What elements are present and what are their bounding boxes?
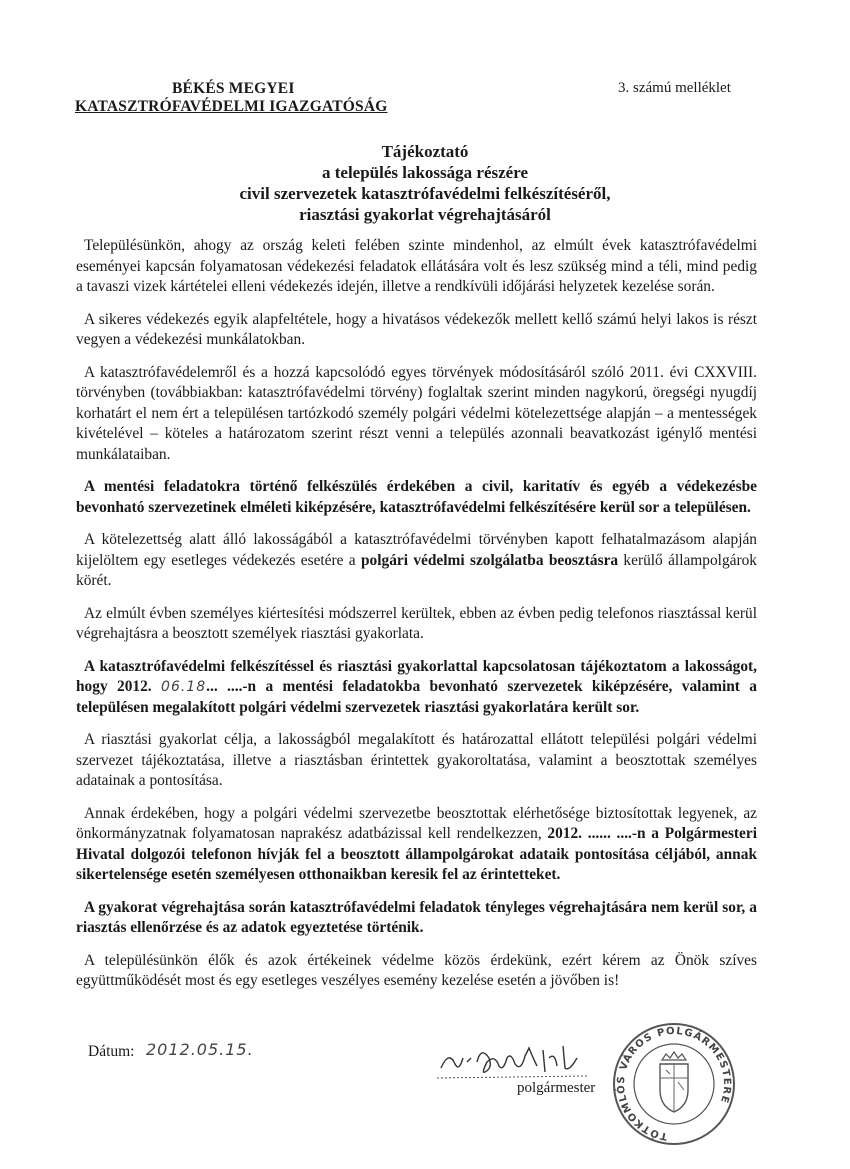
handwritten-date-value: 2012.05.15. [146, 1040, 254, 1059]
title-line-3: civil szervezetek katasztrófavédelmi felkészítéséről, [239, 184, 611, 203]
annex-label: 3. számú melléklet [618, 80, 731, 96]
date-label: Dátum: [88, 1043, 135, 1060]
title-line-4: riasztási gyakorlat végrehajtásáról [299, 205, 551, 224]
paragraph-purpose: A riasztási gyakorlat célja, a lakosságból megalakított és határozattal ellátott települési polgári védelmi szervezet tájékoztatása, illetve a riasztásban érintettek gyakoroltatása, valamint a beosztottak személyes adatainak a pontosítása. [76, 731, 757, 789]
title-line-2: a település lakossága részére [321, 163, 528, 182]
org-name-line2: KATASZTRÓFAVÉDELMI IGAZGATÓSÁG [75, 98, 388, 115]
paragraph-database [76, 804, 757, 886]
official-stamp [610, 1020, 738, 1153]
mayor-label: polgármester [517, 1080, 596, 1096]
paragraph-precondition: A sikeres védekezés egyik alapfeltétele, hogy a hivatásos védekezők mellett kellő számú helyi lakos is részt vegyen a védekezési munkálatokban. [76, 310, 757, 348]
document-body [76, 236, 757, 1004]
org-name-line1: BÉKÉS MEGYEI [172, 80, 295, 97]
paragraph-designation [76, 530, 757, 592]
exercise-text-end: ... ....-n a mentési feladatokba bevonható szervezetek kiképzésére, valamint a településen megalakított polgári védelmi szervezetek riasztási gyakorlatára került sor. [76, 678, 757, 716]
paragraph-no-execution: A gyakorat végrehajtása során katasztrófavédelmi feladatok tényleges végrehajtására nem kerül sor, a riasztás ellenőrzése és az adatok egyeztetése történik. [76, 898, 757, 936]
svg-text:TÓTKOMLÓS VÁROS POLGÁRMESTERE: TÓTKOMLÓS VÁROS POLGÁRMESTERE [615, 1025, 733, 1142]
database-bold: 2012. ...... ....-n a Polgármesteri Hivatal dolgozói telefonon hívják fel a beosztott állampolgárokat adataik pontosítása céljából, annak sikertelensége esetén személyesen otthonaikban keresik fel az érintetteket. [76, 825, 757, 883]
designation-text-end: kerülő állampolgárok körét. [76, 551, 757, 589]
paragraph-intro: Településünkön, ahogy az ország keleti felében szinte mindenhol, az elmúlt évek katasztrófavédelmi eseményei kapcsán folyamatosan védekezési feladatok ellátására volt és lesz szükség mind a téli, mind pedig a tavaszi vizek kártételei elleni védekezés idején, illetve a rendkívüli időjárási helyzetek kezelése során. [76, 237, 757, 295]
database-text: Annak érdekében, hogy a polgári védelmi szervezetbe beosztottak elérhetősége biztosítottak legyenek, az önkormányzatnak folyamatosan naprakész adatbázissal kell rendelkezzen, [76, 804, 757, 842]
signature [437, 1028, 607, 1085]
paragraph-closing: A településünkön élők és azok értékeinek védelme közös érdekünk, ezért kérem az Önök szíves együttműködését most és egy esetleges veszélyes esemény kezelése esetén a jövőben is! [76, 951, 757, 989]
paragraph-exercise-date [76, 657, 757, 719]
title-line-1: Tájékoztató [381, 142, 469, 161]
paragraph-law: A katasztrófavédelemről és a hozzá kapcsolódó egyes törvények módosításáról szóló 2011. évi CXXVIII. törvényben (továbbiakban: katasztrófavédelmi törvény) foglaltak szerint minden nagykorú, öregségi nyugdíj korhatárt el nem ért a településen tartózkodó személy polgári védelmi kötelezettsége alapján – a mentességek kivételével – köteles a határozatom szerint részt venni a település azonnali beavatkozást igénylő mentési munkálataiban. [76, 363, 757, 463]
paragraph-alert-method: Az elmúlt évben személyes kiértesítési módszerrel kerültek, ebben az évben pedig telefonos riasztással kerül végrehajtásra a beosztott személyek riasztási gyakorlata. [76, 604, 757, 642]
handwritten-date: 06.18 [161, 679, 207, 695]
designation-text-start: A kötelezettség alatt álló lakosságából a katasztrófavédelmi törvényben kapott felhatalmazásom alapján kijelöltem egy esetleges védekezés esetére a [76, 531, 757, 569]
designation-bold: polgári védelmi szolgálatba beosztásra [360, 551, 619, 569]
exercise-text-start: A katasztrófavédelmi felkészítéssel és riasztási gyakorlattal kapcsolatosan tájékoztatom a lakosságot, hogy 2012. [76, 657, 757, 695]
document-title [0, 141, 850, 225]
paragraph-training-notice: A mentési feladatokra történő felkészülés érdekében a civil, karitatív és egyéb a védekezésbe bevonható szervezetinek elméleti kiképzésére, katasztrófavédelmi felkészítésére kerül sor a településen. [76, 478, 757, 516]
